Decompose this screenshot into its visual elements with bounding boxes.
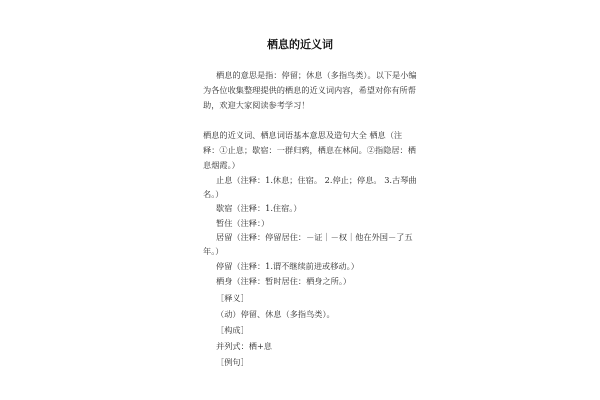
intro-line-1: 栖息的意思是指：停留；休息（多指鸟类）。以下是小编	[216, 70, 417, 80]
entry-juliu: 居留（注释：停留居住：－证｜－权｜他在外国－了五	[216, 232, 413, 242]
entry-zanzhu: 暂住（注释：）	[216, 218, 270, 228]
heading-goucheng: ［构成］	[216, 325, 249, 335]
heading-liju: ［例句］	[216, 357, 249, 367]
intro-line-2: 为各位收集整理提供的栖息的近义词内容，希望对你有所帮	[203, 85, 416, 95]
entry-xiesu: 歇宿（注释：1.住宿。）	[216, 203, 302, 213]
intro-line-3: 助，欢迎大家阅读参考学习！	[203, 100, 310, 110]
definition-line: （动）停留、休息（多指鸟类）。	[216, 309, 335, 319]
structure-line: 并列式：栖+息	[216, 341, 272, 351]
entry-zhixi-cont: 名。）	[203, 189, 224, 199]
document-title: 栖息的近义词	[267, 38, 333, 51]
entry-zhixi: 止息（注释：1.休息；住宿。 2.停止；停息。 3.古琴曲	[216, 175, 417, 185]
entry-juliu-cont: 年。）	[203, 246, 224, 256]
heading-shiyi: ［释义］	[216, 293, 249, 303]
section-line-2: 释：①止息；歇宿：一群归鸦，栖息在林间。②指隐居：栖	[203, 145, 416, 155]
section-line-3: 息烟霞。）	[203, 160, 240, 170]
entry-tingliu: 停留（注释：1.谓不继续前进或移动。）	[216, 261, 359, 271]
entry-qishen: 栖身（注释：暂时居住：栖身之所。）	[216, 276, 352, 286]
section-line-1: 栖息的近义词、栖息词语基本意思及造句大全 栖息（注	[203, 130, 403, 140]
